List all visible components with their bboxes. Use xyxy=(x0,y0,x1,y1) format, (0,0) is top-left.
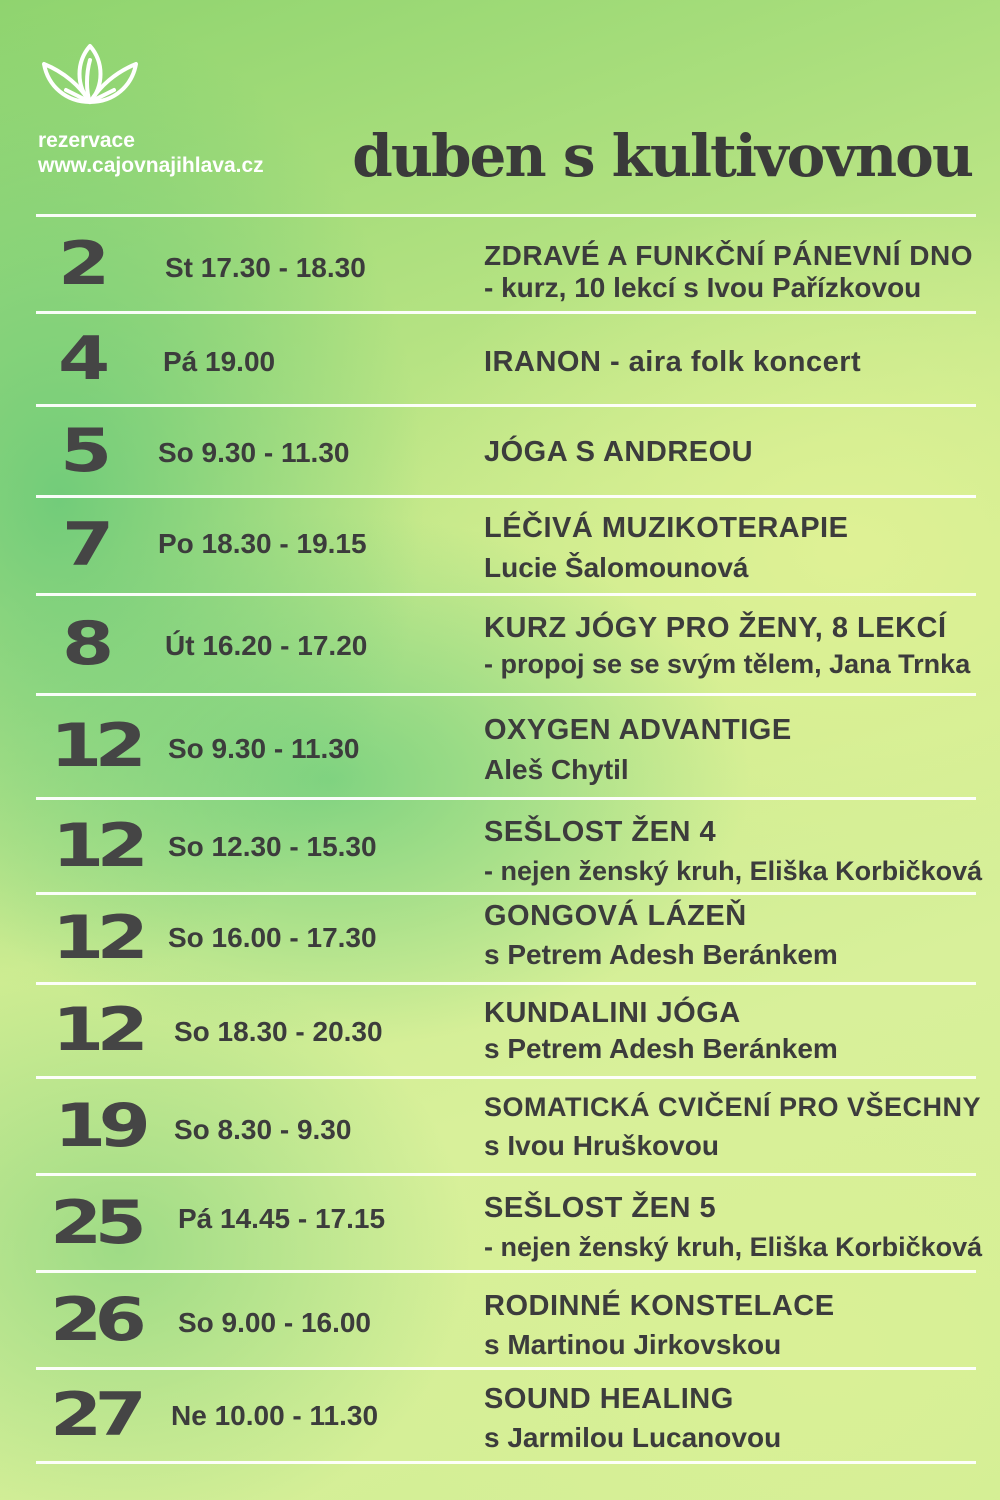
event-subtitle: s Petrem Adesh Beránkem xyxy=(484,939,838,970)
divider-line xyxy=(36,693,976,696)
event-title: LÉČIVÁ MUZIKOTERAPIE xyxy=(484,512,849,544)
event-title: KUNDALINI JÓGA xyxy=(484,997,741,1029)
divider-line xyxy=(36,1367,976,1370)
event-time: Pá 19.00 xyxy=(163,346,276,377)
event-day: 12 xyxy=(52,903,142,973)
divider-line xyxy=(36,1461,976,1464)
divider-line xyxy=(36,1270,976,1273)
event-time: Ne 10.00 - 11.30 xyxy=(171,1400,379,1431)
event-time: So 16.00 - 17.30 xyxy=(168,922,377,953)
event-time: St 17.30 - 18.30 xyxy=(165,252,366,283)
event-subtitle: s Martinou Jirkovskou xyxy=(484,1329,782,1360)
event-day: 2 xyxy=(58,228,103,299)
event-subtitle: s Ivou Hruškovou xyxy=(484,1130,719,1161)
event-title: JÓGA S ANDREOU xyxy=(484,436,754,468)
event-day: 5 xyxy=(60,415,105,486)
event-subtitle: - propoj se se svým tělem, Jana Trnka xyxy=(484,649,971,679)
event-subtitle: Lucie Šalomounová xyxy=(484,552,749,583)
event-title: KURZ JÓGY PRO ŽENY, 8 LEKCÍ xyxy=(484,612,947,644)
event-title: RODINNÉ KONSTELACE xyxy=(484,1290,835,1322)
event-title: ZDRAVÉ A FUNKČNÍ PÁNEVNÍ DNO xyxy=(484,240,973,271)
divider-line xyxy=(36,593,976,596)
event-time: Po 18.30 - 19.15 xyxy=(158,528,367,559)
event-day: 12 xyxy=(50,711,140,781)
divider-line xyxy=(36,982,976,985)
event-day: 25 xyxy=(50,1187,140,1258)
event-time: So 8.30 - 9.30 xyxy=(174,1114,352,1145)
event-title: SEŠLOST ŽEN 4 xyxy=(484,816,717,848)
event-day: 19 xyxy=(54,1090,144,1161)
divider-line xyxy=(36,404,976,407)
event-subtitle: s Jarmilou Lucanovou xyxy=(484,1422,782,1453)
divider-line xyxy=(36,311,976,314)
divider-line xyxy=(36,1076,976,1079)
event-title: IRANON - aira folk koncert xyxy=(484,346,862,378)
event-title: SOUND HEALING xyxy=(484,1383,734,1415)
event-subtitle: - kurz, 10 lekcí s Ivou Pařízkovou xyxy=(484,272,922,303)
event-title: SEŠLOST ŽEN 5 xyxy=(484,1192,717,1224)
event-time: So 12.30 - 15.30 xyxy=(168,831,377,862)
event-day: 7 xyxy=(62,510,107,580)
reservation-label: rezervace xyxy=(38,129,135,152)
divider-line xyxy=(36,495,976,498)
event-time: Pá 14.45 - 17.15 xyxy=(178,1203,386,1234)
divider-line xyxy=(36,214,976,217)
event-subtitle: Aleš Chytil xyxy=(484,754,629,785)
event-title: GONGOVÁ LÁZEŇ xyxy=(484,900,747,932)
divider-line xyxy=(36,797,976,800)
event-time: So 18.30 - 20.30 xyxy=(174,1016,383,1047)
event-subtitle: s Petrem Adesh Beránkem xyxy=(484,1033,838,1064)
event-time: So 9.30 - 11.30 xyxy=(168,733,360,764)
event-day: 27 xyxy=(50,1380,140,1450)
divider-line xyxy=(36,892,976,895)
event-title: OXYGEN ADVANTIGE xyxy=(484,714,792,746)
divider-line xyxy=(36,1173,976,1176)
event-time: So 9.30 - 11.30 xyxy=(158,437,350,468)
event-day: 4 xyxy=(58,323,103,394)
lotus-icon xyxy=(40,38,140,108)
event-title: SOMATICKÁ CVIČENÍ PRO VŠECHNY xyxy=(484,1092,982,1122)
page-title: duben s kultivovnou xyxy=(352,122,972,190)
event-time: Út 16.20 - 17.20 xyxy=(165,630,368,661)
event-subtitle: - nejen ženský kruh, Eliška Korbičková xyxy=(484,856,983,886)
event-day: 12 xyxy=(52,810,142,881)
event-day: 8 xyxy=(62,609,107,679)
event-day: 26 xyxy=(50,1284,140,1355)
event-subtitle: - nejen ženský kruh, Eliška Korbičková xyxy=(484,1232,983,1262)
website-link[interactable]: www.cajovnajihlava.cz xyxy=(38,154,264,177)
event-time: So 9.00 - 16.00 xyxy=(178,1307,372,1338)
event-day: 12 xyxy=(52,995,142,1065)
reservation-info xyxy=(38,128,264,178)
